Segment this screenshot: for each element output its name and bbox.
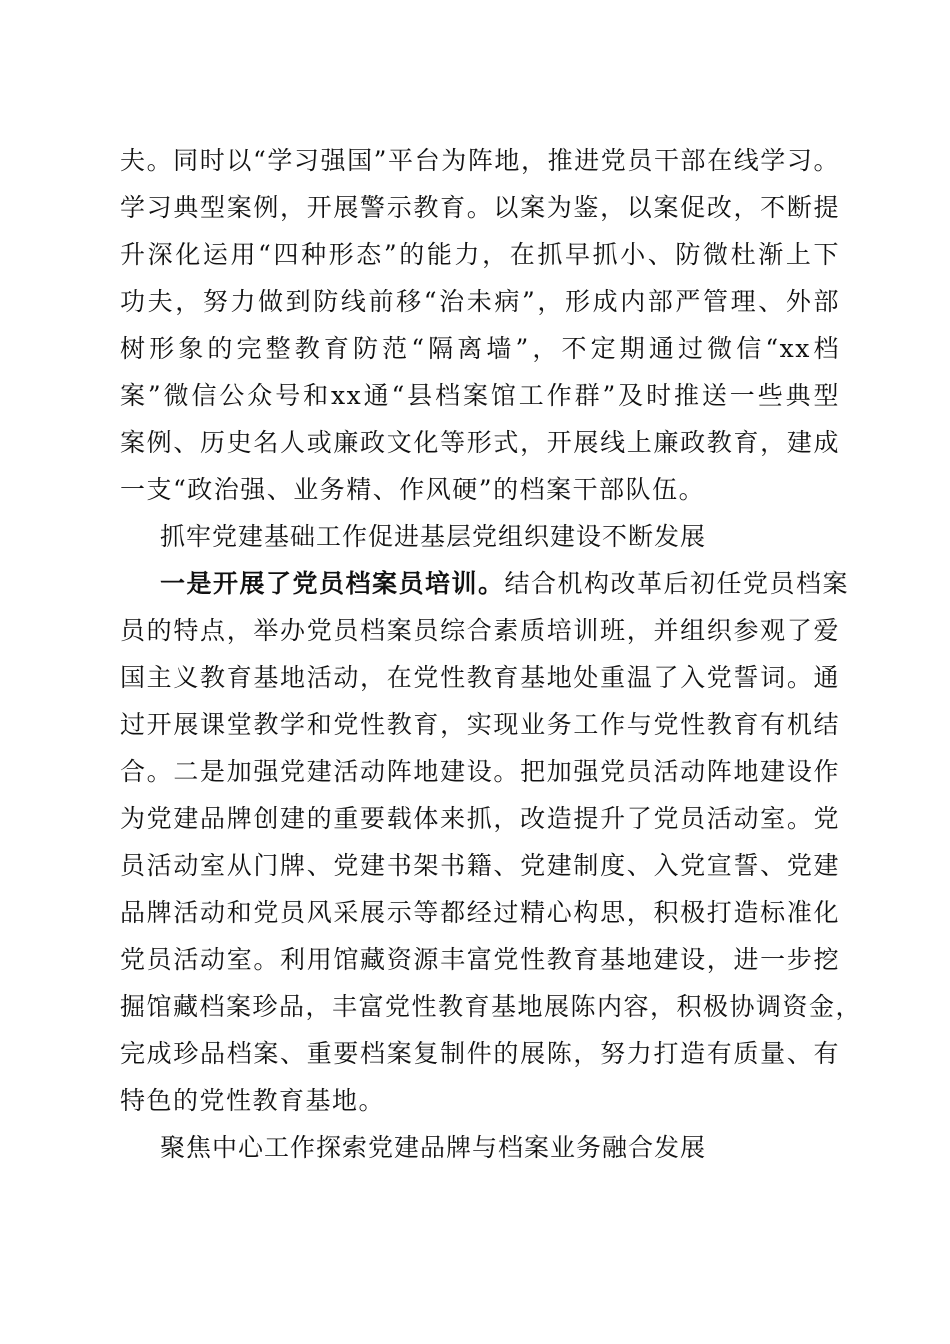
paragraph-2-line-1-rest: 结合机构改革后初任党员档案 (504, 569, 850, 598)
paragraph-1-line-6: 案”微信公众号和xx通“县档案馆工作群”及时推送一些典型 (120, 381, 840, 410)
section-heading-1: 抓牢党建基础工作促进基层党组织建设不断发展 (160, 522, 707, 551)
paragraph-2-line-2: 员的特点，举办党员档案员综合素质培训班，并组织参观了爱 (120, 616, 840, 645)
paragraph-2-line-4: 过开展课堂教学和党性教育，实现业务工作与党性教育有机结 (120, 710, 840, 739)
paragraph-2-line-1 (160, 564, 850, 604)
section-heading-2: 聚焦中心工作探索党建品牌与档案业务融合发展 (160, 1133, 707, 1162)
paragraph-2-lead: 一是开展了党员档案员培训。 (160, 569, 505, 598)
paragraph-2-line-11: 完成珍品档案、重要档案复制件的展陈，努力打造有质量、有 (120, 1039, 840, 1068)
paragraph-2-line-9: 党员活动室。利用馆藏资源丰富党性教育基地建设，进一步挖 (120, 945, 840, 974)
paragraph-2-line-10: 掘馆藏档案珍品，丰富党性教育基地展陈内容，积极协调资金， (120, 992, 863, 1021)
paragraph-1-line-4: 功夫，努力做到防线前移“治未病”，形成内部严管理、外部 (120, 287, 840, 316)
paragraph-2-line-12: 特色的党性教育基地。 (120, 1086, 386, 1115)
paragraph-2-line-7: 员活动室从门牌、党建书架书籍、党建制度、入党宣誓、党建 (120, 851, 840, 880)
paragraph-1-line-2: 学习典型案例，开展警示教育。以案为鉴，以案促改，不断提 (120, 193, 840, 222)
paragraph-1-line-7: 案例、历史名人或廉政文化等形式，开展线上廉政教育，建成 (120, 428, 840, 457)
paragraph-1-line-5: 树形象的完整教育防范“隔离墙”，不定期通过微信“xx档 (120, 334, 840, 363)
paragraph-1-line-3: 升深化运用“四种形态”的能力，在抓早抓小、防微杜渐上下 (120, 240, 840, 269)
paragraph-2-line-5: 合。二是加强党建活动阵地建设。把加强党员活动阵地建设作 (120, 757, 840, 786)
paragraph-2-line-3: 国主义教育基地活动，在党性教育基地处重温了入党誓词。通 (120, 663, 840, 692)
paragraph-1-line-1: 夫。同时以“学习强国”平台为阵地，推进党员干部在线学习。 (120, 146, 840, 175)
paragraph-2-line-6: 为党建品牌创建的重要载体来抓，改造提升了党员活动室。党 (120, 804, 840, 833)
paragraph-2-line-8: 品牌活动和党员风采展示等都经过精心构思，积极打造标准化 (120, 898, 840, 927)
paragraph-1-line-8: 一支“政治强、业务精、作风硬”的档案干部队伍。 (120, 475, 706, 504)
